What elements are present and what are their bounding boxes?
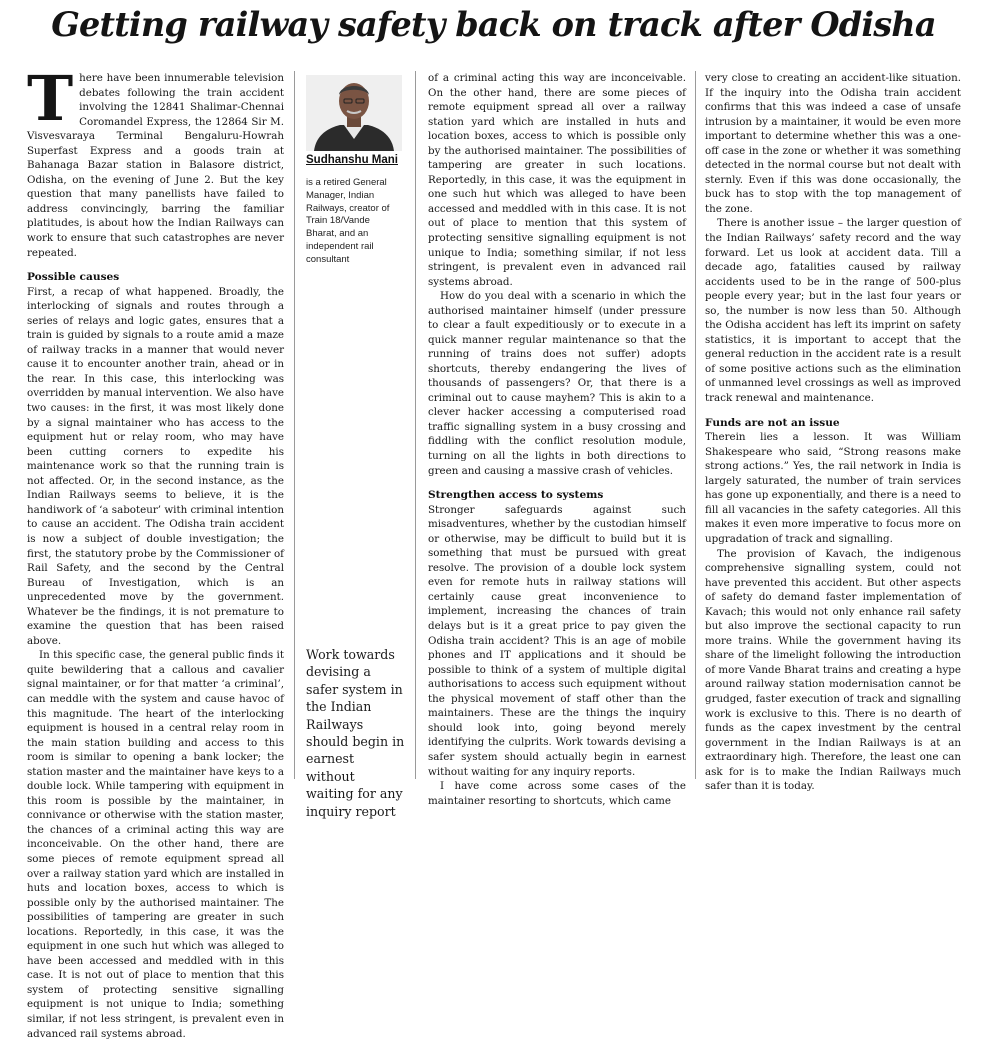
- body-paragraph: First, a recap of what happened. Broadly, the interlocking of signals and routes through a series of relays and logic gates, ensures that a train is guided by signals to a route amid a maze of railway tracks in a manner that would never cause it to encounter another train, ahead or in the rear. In this case, this interlocking was overridden by manual intervention. We also have two causes: in the first, it was most likely done by a signal maintainer who has access to the equipment hut or relay room, who may have been cutting corners to expedite his maintenance work so that the running train is not affected. Or, in the second instance, as the Indian Railways seems to believe, it is the handiwork of ‘a saboteur’ with criminal intention to cause an accident. The Odisha train accident is now a subject of double investigation; the first, the statutory probe by the Commissioner of Rail Safety, and the second by the Central Bureau of Investigation, which is an unprecedented move by the government. Whatever be the findings, it is not premature to examine the question that has been raised above.: [27, 285, 284, 647]
- column-divider: [294, 71, 295, 779]
- author-portrait-image: [306, 75, 402, 151]
- section-heading-strengthen-access: Strengthen access to systems: [428, 489, 604, 502]
- body-paragraph-continued: very close to creating an accident-like situation. If the inquiry into the Odisha train accident confirms that this was indeed a case of unsafe intrusion by a maintainer, it would be even more important to determine whether this was a one-off case in the zone or whether it was something detected in the normal course but not dealt with sternly. Even if this was done occasionally, the buck has to stop with the top management of the zone.: [705, 72, 961, 215]
- body-paragraph: Therein lies a lesson. It was William Shakespeare who said, “Strong reasons make strong actions.” Yes, the rail network in India is largely saturated, the number of train services has gone up exponentially, and there is a need to fill all vacancies in the safety categories. All this makes it even more imperative to focus more on upgradation of track and signalling.: [705, 431, 961, 545]
- body-paragraph: I have come across some cases of the maintainer resorting to shortcuts, which came: [428, 780, 686, 807]
- article-headline: Getting railway safety back on track after Odisha: [51, 5, 936, 44]
- column-divider: [415, 71, 416, 779]
- body-paragraph: Stronger safeguards against such misadventures, whether by the custodian himself or otherwise, may be difficult to build but it is something that must be pursued with great resolve. The provision of a double lock system even for remote huts in railway stations will certainly cause great inconvenience to implement, increasing the chances of train delays but is it a great price to pay given the Odisha train accident? This is an age of mobile phones and IT applications and it should be possible to think of a system of multiple digital authorisations to access such equipment without the physical movement of staff other than the maintainers. These are the things the inquiry should look into, going beyond merely identifying the culprits. Work towards devising a safer system should actually begin in earnest without waiting for any inquiry reports.: [428, 503, 686, 778]
- drop-cap: T: [27, 62, 74, 135]
- author-photo: [306, 75, 402, 151]
- body-paragraph: There is another issue – the larger question of the Indian Railways’ safety record and the way forward. Let us look at accident data. Till a decade ago, fatalities caused by railway accidents used to be in the range of 500-plus people every year; but in the last four years or so, the number is now less than 50. Although the Odisha accident has left its imprint on safety statistics, it is important to accept that the general reduction in the accident rate is a result of some positive actions such as the elimination of unmanned level crossings as well as improved track renewal and maintenance.: [705, 217, 961, 405]
- column-divider: [695, 71, 696, 779]
- body-paragraph: The provision of Kavach, the indigenous comprehensive signalling system, could not have prevented this accident. But other aspects of safety do demand faster implementation of Kavach; this would not only enhance rail safety but also improve the sectional capacity to run more trains. While the government having its share of the limelight following the introduction of more Vande Bharat trains and creating a hype around railway station modernisation cannot be grudged, faster execution of track and signalling work is exclusive to this. There is no dearth of funds as the capex investment by the central government in the Indian Railways is at an extraordinary high. Therefore, the least one can ask for is to make the Indian Railways much safer than it is today.: [705, 547, 961, 793]
- body-paragraph-continued: of a criminal acting this way are inconceivable. On the other hand, there are some pieces of remote equipment spread all over a railway station yard which are installed in huts and location boxes, access to which is possible only by the authorised maintainer. The possibilities of tampering are greater in such locations. Reportedly, in this case, it was the equipment in one such hut which was alleged to have been accessed and meddled with in this case. It is not out of place to mention that this system of protecting sensitive signalling equipment is not unique to India; something similar, if not less stringent, is prevalent even in advanced rail systems abroad.: [428, 72, 686, 288]
- pull-quote: Work towards devising a safer system in the Indian Railways should begin in earnest without waiting for any inquiry report: [306, 647, 405, 819]
- author-bio: is a retired General Manager, Indian Railways, creator of Train 18/Vande Bharat, and an independent rail consultant: [306, 177, 390, 265]
- intro-paragraph: here have been innumerable television debates following the train accident involving the 12841 Shalimar-Chennai Coromandel Express, the 12864 Sir M. Visvesvaraya Terminal Bengaluru-Howrah Superfast Express and a goods train at Bahanaga Bazar station in Balasore district, Odisha, on the evening of June 2. But the key question that many panellists have failed to address convincingly, barring the familiar platitudes, is about how the Indian Railways can work to ensure that such catastrophes are never repeated.: [27, 72, 284, 259]
- article-column-4: [705, 71, 961, 794]
- author-name: Sudhanshu Mani: [306, 154, 398, 166]
- section-heading-funds: Funds are not an issue: [705, 416, 840, 429]
- body-paragraph: In this specific case, the general public finds it quite bewildering that a callous and cavalier signal maintainer, or for that matter ‘a criminal’, can meddle with the system and cause havoc of this magnitude. The heart of the interlocking equipment is housed in a central relay room in the main station building and access to this room is similar to opening a bank locker; the station master and the maintainer have keys to a double lock. While tampering with equipment in this room is possible by the maintainer, in connivance or otherwise with the station master, the chances of a criminal acting this way are inconceivable. On the other hand, there are some pieces of remote equipment spread all over a railway station yard which are installed in huts and location boxes, access to which is possible only by the authorised maintainer. The possibilities of tampering are greater in such locations. Reportedly, in this case, it was the equipment in one such hut which was alleged to have been accessed and meddled with in this case. It is not out of place to mention that this system of protecting sensitive signalling equipment is not unique to India; something similar, if not less stringent, is prevalent even in advanced rail systems abroad.: [27, 649, 284, 1040]
- article-column-3: [428, 71, 686, 809]
- body-paragraph: How do you deal with a scenario in which the authorised maintainer himself (under pressure to clear a fault expeditiously or to execute in a quick manner regular maintenance so that the running of trains does not suffer) adopts shortcuts, thereby endangering the lives of thousands of passengers? Or, that there is a criminal out to cause mayhem? This is akin to a clever hacker accessing a computerised road traffic signalling system in a busy crossing and fiddling with the conflict resolution module, turning on all the lights in both directions to green and causing a massive crash of vehicles.: [428, 290, 686, 477]
- article-column-1: [27, 62, 284, 1040]
- section-heading-possible-causes: Possible causes: [27, 271, 120, 284]
